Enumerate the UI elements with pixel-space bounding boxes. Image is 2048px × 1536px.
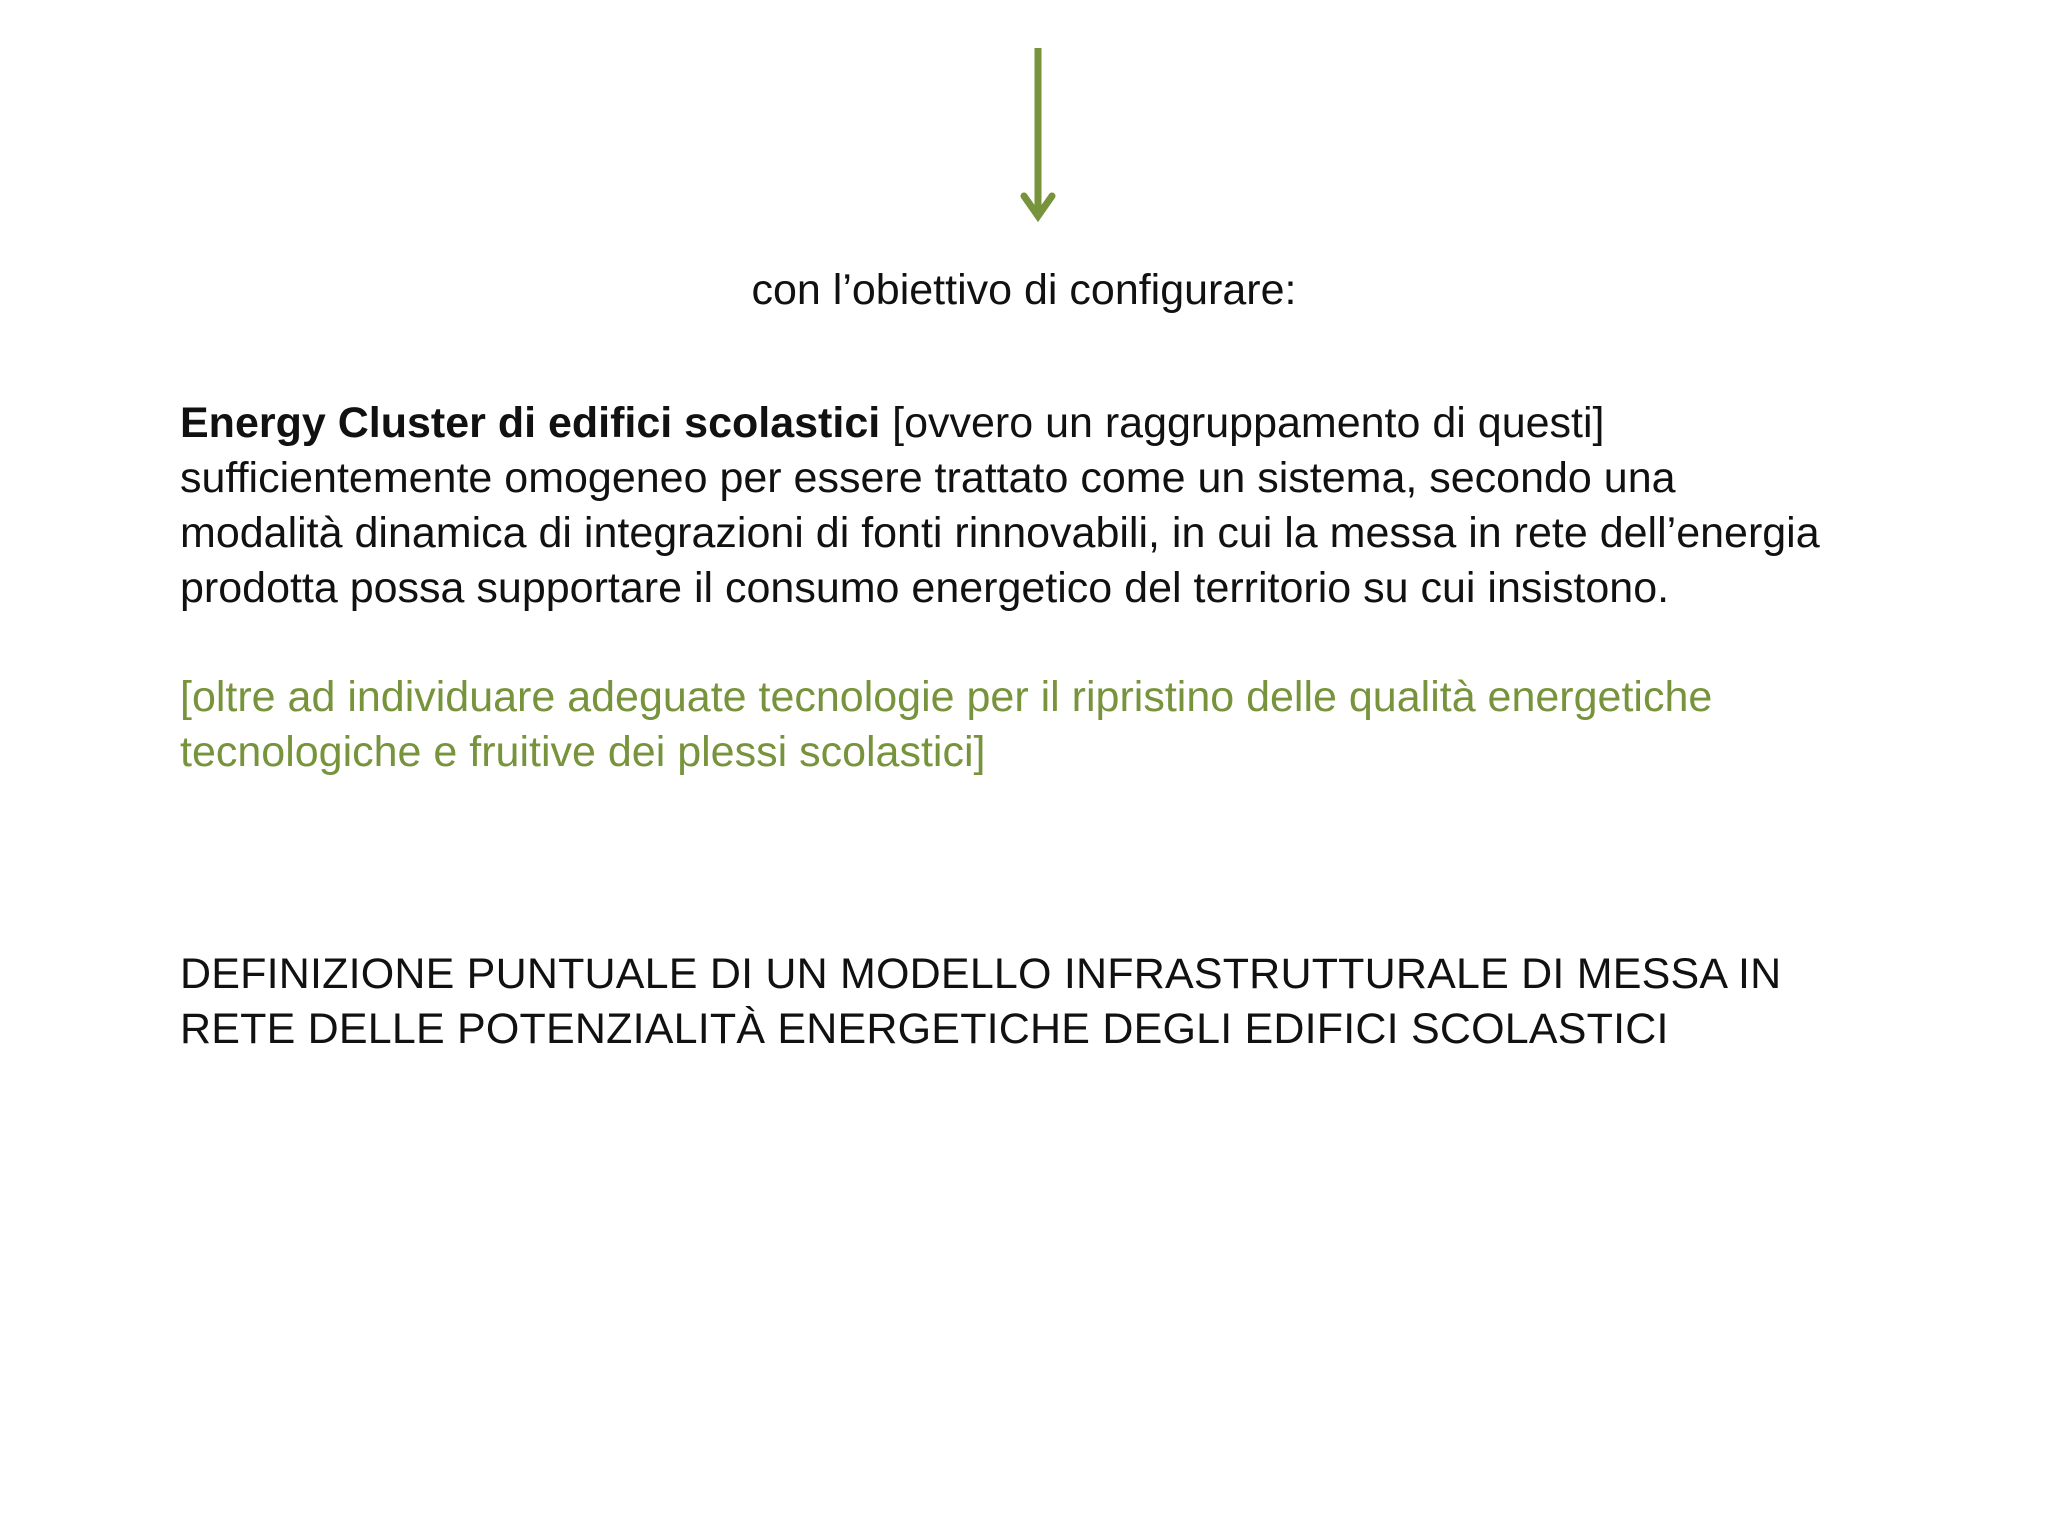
subtitle: con l’obiettivo di configurare: — [751, 266, 1297, 314]
energy-cluster-heading: Energy Cluster di edifici scolastici — [180, 399, 881, 447]
note-paragraph — [180, 670, 1980, 780]
note-paragraph-line-1: [oltre ad individuare adeguate tecnologie per il ripristino delle qualità energetiche — [180, 673, 1713, 721]
main-paragraph-line-1-rest: [ovvero un raggruppamento di questi] — [880, 399, 1605, 447]
main-paragraph-line-2: sufficientemente omogeneo per essere trattato come un sistema, secondo una — [180, 454, 1676, 502]
main-paragraph-line-4: prodotta possa supportare il consumo energetico del territorio su cui insistono. — [180, 564, 1670, 612]
main-paragraph-line-1 — [180, 396, 1980, 451]
arrow-down-icon — [1020, 46, 1056, 224]
note-paragraph-line-2: tecnologiche e fruitive dei plessi scolastici] — [180, 728, 986, 776]
definition-line-1: DEFINIZIONE PUNTUALE DI UN MODELLO INFRASTRUTTURALE DI MESSA IN — [180, 950, 1782, 998]
main-paragraph — [180, 396, 1980, 616]
definition-paragraph — [180, 947, 1980, 1057]
main-paragraph-line-3: modalità dinamica di integrazioni di fonti rinnovabili, in cui la messa in rete dell’energia — [180, 509, 1820, 557]
definition-line-2: RETE DELLE POTENZIALITÀ ENERGETICHE DEGLI EDIFICI SCOLASTICI — [180, 1005, 1669, 1053]
